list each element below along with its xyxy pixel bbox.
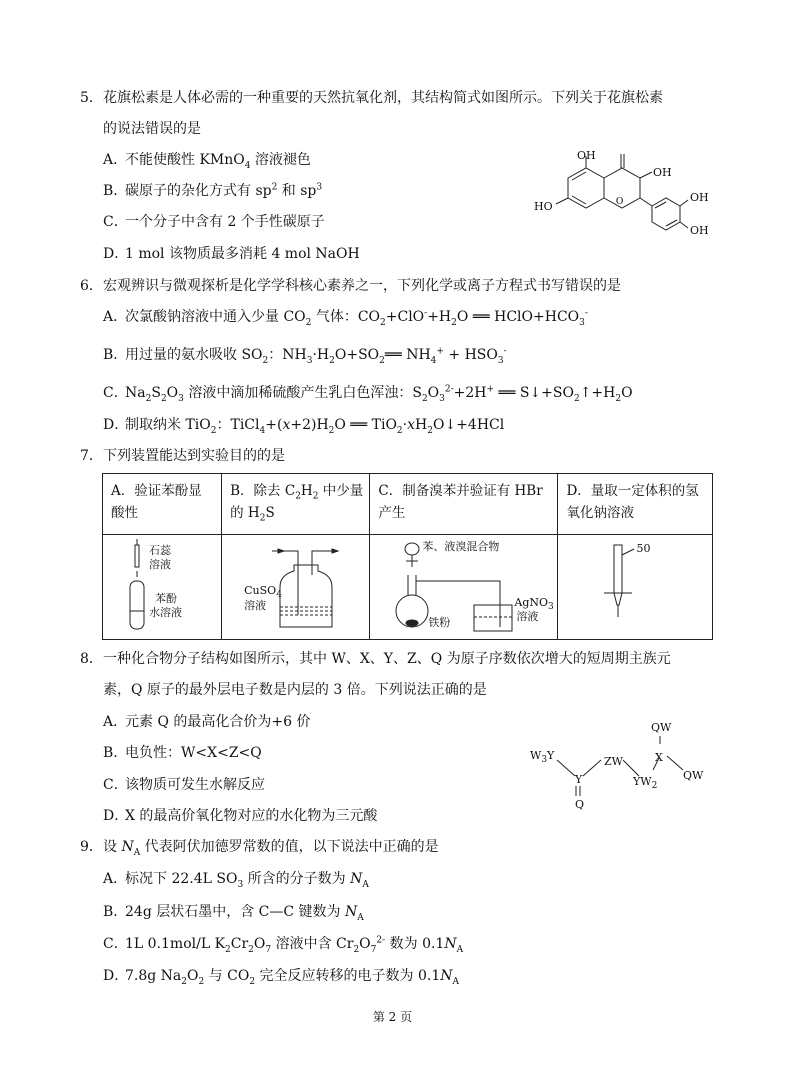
q7-d-label-50: 50 bbox=[636, 542, 651, 555]
q9-stem: 9．设 $N_A$ 代表阿伏加德罗常数的值，以下说法中正确的是 bbox=[80, 839, 439, 858]
q7-stem: 7．下列装置能达到实验目的的是 bbox=[80, 448, 285, 464]
q7-apparatus-c bbox=[370, 535, 558, 640]
q6-option-a: A．次氯酸钠溶液中通入少量 $CO_2$ 气体：$CO_2+ClO^-+H_2O$ ══ $HClO+HCO_3^-$ bbox=[103, 308, 588, 328]
q8-option-a: A．元素 Q 的最高化合价为+6 价 bbox=[103, 714, 311, 730]
q9-option-a: A．标况下 22.4L $SO_3$ 所含的分子数为 $N_A$ bbox=[103, 871, 369, 890]
q7-a-label-aqueous: 水溶液 bbox=[149, 606, 182, 619]
q8-option-b: B．电负性：W<X<Z<Q bbox=[103, 745, 262, 761]
q8-struct-x: X bbox=[655, 751, 663, 764]
q7-head-c: C．制备溴苯并验证有 HBr 产生 bbox=[370, 474, 558, 535]
q7-c-label-solution: 溶液 bbox=[516, 610, 539, 623]
page-footer: 第 2 页 bbox=[372, 1010, 413, 1024]
q9-option-b: B．24g 层状石墨中，含 C—C 键数为 $N_A$ bbox=[103, 904, 364, 923]
q8-stem-line1: 8．一种化合物分子结构如图所示，其中 W、X、Y、Z、Q 为原子序数依次增大的短周期主族元 bbox=[80, 651, 671, 667]
q5-stem-line1: 5．花旗松素是人体必需的一种重要的天然抗氧化剂，其结构简式如图所示。下列关于花旗松素 bbox=[80, 90, 663, 106]
q5-stem-line2: 的说法错误的是 bbox=[103, 121, 201, 137]
q8-struct-y: Y bbox=[575, 773, 583, 786]
q7-c-label-iron: 铁粉 bbox=[428, 616, 451, 629]
q8-struct-qw-right: QW bbox=[683, 769, 704, 782]
q7-head-b: B．除去 $C_2H_2$ 中少量的 $H_2S$ bbox=[222, 474, 370, 535]
q6-option-c: C．$Na_2S_2O_3$ 溶液中滴加稀硫酸产生乳白色浑浊：$S_2O_3^{2-}+2H^+$ ══ $S↓+SO_2↑+H_2O$ bbox=[103, 384, 633, 404]
q7-head-d: D．量取一定体积的氢氧化钠溶液 bbox=[558, 474, 713, 535]
q8-struct-q: Q bbox=[575, 798, 585, 811]
q7-apparatus-a bbox=[103, 535, 222, 640]
q7-apparatus-table bbox=[102, 473, 713, 640]
q5-option-d: D．1 mol 该物质最多消耗 4 mol NaOH bbox=[103, 246, 360, 262]
q7-a-label-solution: 溶液 bbox=[149, 558, 171, 571]
q8-option-d: D．X 的最高价氧化物对应的水化物为三元酸 bbox=[103, 808, 378, 824]
q9-option-d: D．7.8g $Na_2O_2$ 与 $CO_2$ 完全反应转移的电子数为 $0.1N_A$ bbox=[103, 968, 459, 987]
q8-struct-qw-top: QW bbox=[651, 721, 672, 734]
q7-a-label-phenol: 苯酚 bbox=[155, 592, 177, 605]
q6-option-b: B．用过量的氨水吸收 $SO_2$：$NH_3\cdot H_2O+SO_2══$ $NH_4^+ + HSO_3^-$ bbox=[103, 346, 507, 366]
q5-option-a: A．不能使酸性 KMnO$_4$ 溶液褪色 bbox=[103, 152, 311, 171]
q8-option-c: C．该物质可发生水解反应 bbox=[103, 777, 265, 793]
q5-option-b: B．碳原子的杂化方式有 $sp^2$ 和 $sp^3$ bbox=[103, 182, 323, 199]
q7-c-label-mixture: 苯、液溴混合物 bbox=[422, 540, 500, 553]
q5-struct-oh-r2: OH bbox=[690, 224, 709, 237]
q6-option-d: D．制取纳米 TiO$_2$：$TiCl_4+(x+2)H_2O$ ══ $TiO_2\cdot xH_2O↓+4HCl$ bbox=[103, 417, 505, 436]
q8-struct-zw: ZW bbox=[604, 755, 623, 768]
q5-structure-diagram bbox=[528, 140, 708, 245]
q7-apparatus-b bbox=[222, 535, 370, 640]
q7-b-label-solution: 溶液 bbox=[244, 599, 267, 612]
q7-a-label-litmus: 石蕊 bbox=[149, 544, 171, 557]
q7-b-label-cuso4: CuSO$_4$ bbox=[244, 584, 282, 601]
q6-stem: 6．宏观辨识与微观探析是化学学科核心素养之一，下列化学或离子方程式书写错误的是 bbox=[80, 278, 621, 294]
q8-struct-w3y: $W_3Y$ bbox=[530, 749, 555, 766]
q9-option-c: C．1L 0.1mol/L $K_2Cr_2O_7$ 溶液中含 $Cr_2O_7^{2-}$ 数为 $0.1N_A$ bbox=[103, 935, 464, 955]
q5-struct-ho-7: HO bbox=[534, 200, 553, 213]
q5-struct-oh-3: OH bbox=[653, 166, 672, 179]
q5-struct-oh-top: OH bbox=[577, 149, 596, 162]
svg-text:O: O bbox=[616, 196, 624, 207]
q5-option-c: C．一个分子中含有 2 个手性碳原子 bbox=[103, 214, 325, 230]
q7-c-label-agno3: AgNO$_3$ bbox=[514, 596, 554, 613]
q8-struct-yw2: $YW_2$ bbox=[633, 775, 658, 792]
q8-stem-line2: 素，Q 原子的最外层电子数是内层的 3 倍。下列说法正确的是 bbox=[103, 682, 487, 698]
q7-head-a: A．验证苯酚显酸性 bbox=[103, 474, 222, 535]
q7-apparatus-d bbox=[558, 535, 713, 640]
q5-struct-oh-r1: OH bbox=[690, 191, 709, 204]
